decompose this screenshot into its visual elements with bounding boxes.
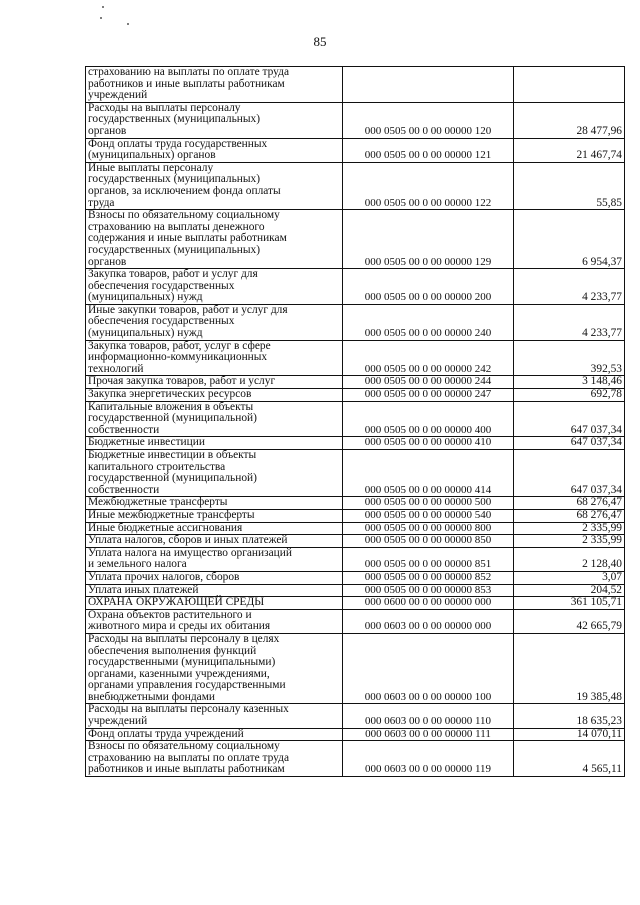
amount: 361 105,71 <box>514 597 625 610</box>
expense-name-cell <box>86 269 343 305</box>
budget-code: 000 0505 00 0 00 00000 500 <box>343 497 514 510</box>
table-row <box>86 609 625 633</box>
expense-name-cell <box>86 571 343 584</box>
page-number: 85 <box>313 34 327 49</box>
amount: 42 665,79 <box>514 609 625 633</box>
amount: 392,53 <box>514 340 625 376</box>
budget-code: 000 0505 00 0 00 00000 852 <box>343 571 514 584</box>
table-row <box>86 497 625 510</box>
budget-code: 000 0505 00 0 00 00000 247 <box>343 389 514 402</box>
table-row <box>86 522 625 535</box>
expense-name: Закупка товаров, работ, услуг в сфере информационно-коммуникационных технологий <box>88 339 271 375</box>
budget-code: 000 0505 00 0 00 00000 400 <box>343 401 514 437</box>
amount: 647 037,34 <box>514 450 625 497</box>
expense-name-cell <box>86 437 343 450</box>
amount: 28 477,96 <box>514 102 625 138</box>
expense-name-cell <box>86 67 343 103</box>
expense-name-cell <box>86 633 343 704</box>
amount: 3,07 <box>514 571 625 584</box>
expense-name-cell <box>86 376 343 389</box>
table-row <box>86 597 625 610</box>
table-row <box>86 340 625 376</box>
amount: 21 467,74 <box>514 138 625 162</box>
expense-name-cell <box>86 450 343 497</box>
table-row <box>86 401 625 437</box>
expense-name-cell <box>86 138 343 162</box>
budget-code: 000 0603 00 0 00 00000 000 <box>343 609 514 633</box>
expense-name: страхованию на выплаты по оплате труда работников и иные выплаты работникам учреждений <box>88 66 290 102</box>
expense-name: Фонд оплаты труда государственных (муниципальных) органов <box>88 137 268 162</box>
expense-name: Закупка товаров, работ и услуг для обеспечения государственных (муниципальных) нужд <box>88 268 258 304</box>
table-row <box>86 67 625 103</box>
budget-code: 000 0505 00 0 00 00000 240 <box>343 304 514 340</box>
amount: 18 635,23 <box>514 704 625 728</box>
expense-name: Охрана объектов растительного и животного мира и среды их обитания <box>88 608 271 633</box>
expense-name: Фонд оплаты труда учреждений <box>88 727 244 740</box>
amount: 2 335,99 <box>514 522 625 535</box>
amount: 3 148,46 <box>514 376 625 389</box>
expense-name-cell <box>86 535 343 548</box>
budget-code: 000 0505 00 0 00 00000 850 <box>343 535 514 548</box>
amount: 55,85 <box>514 162 625 209</box>
budget-code: 000 0505 00 0 00 00000 851 <box>343 547 514 571</box>
expense-name-cell <box>86 102 343 138</box>
expense-name: Расходы на выплаты персоналу государственных (муниципальных) органов <box>88 101 261 137</box>
expense-name-cell <box>86 584 343 597</box>
amount: 647 037,34 <box>514 401 625 437</box>
amount: 692,78 <box>514 389 625 402</box>
budget-code: 000 0505 00 0 00 00000 244 <box>343 376 514 389</box>
expense-name: Иные закупки товаров, работ и услуг для обеспечения государственных (муниципальных) нужд <box>88 303 288 340</box>
budget-code: 000 0505 00 0 00 00000 410 <box>343 437 514 450</box>
table-row <box>86 162 625 209</box>
amount: 4 565,11 <box>514 741 625 777</box>
scan-speck <box>127 23 129 25</box>
amount: 647 037,34 <box>514 437 625 450</box>
expense-name: Бюджетные инвестиции <box>88 436 205 449</box>
budget-code: 000 0600 00 0 00 00000 000 <box>343 597 514 610</box>
table-row <box>86 509 625 522</box>
expense-name-cell <box>86 547 343 571</box>
expense-name-cell <box>86 704 343 728</box>
expense-name-cell <box>86 401 343 437</box>
amount: 2 335,99 <box>514 535 625 548</box>
table-row <box>86 437 625 450</box>
amount: 68 276,47 <box>514 497 625 510</box>
amount <box>514 67 625 103</box>
table-row <box>86 535 625 548</box>
expense-name: Иные бюджетные ассигнования <box>88 521 243 534</box>
table-row <box>86 633 625 704</box>
budget-code: 000 0505 00 0 00 00000 853 <box>343 584 514 597</box>
amount: 4 233,77 <box>514 269 625 305</box>
table-row <box>86 547 625 571</box>
expense-name-cell <box>86 497 343 510</box>
budget-code: 000 0603 00 0 00 00000 100 <box>343 633 514 704</box>
table-row <box>86 450 625 497</box>
table-row <box>86 584 625 597</box>
expense-name-cell <box>86 162 343 209</box>
expense-name: ОХРАНА ОКРУЖАЮЩЕЙ СРЕДЫ <box>88 596 265 609</box>
expense-name-cell <box>86 741 343 777</box>
expense-name: Уплата налогов, сборов и иных платежей <box>88 534 288 547</box>
scan-speck <box>102 6 104 8</box>
amount: 4 233,77 <box>514 304 625 340</box>
expense-name: Взносы по обязательному социальному страхованию на выплаты денежного содержания и иные выплаты работникам государственных (муниципальных) органов <box>88 209 287 268</box>
table-row <box>86 304 625 340</box>
expense-name-cell <box>86 210 343 269</box>
budget-code: 000 0603 00 0 00 00000 119 <box>343 741 514 777</box>
expense-name: Капитальные вложения в объекты государственной (муниципальной) собственности <box>88 400 257 436</box>
expense-name-cell <box>86 597 343 610</box>
budget-code: 000 0603 00 0 00 00000 110 <box>343 704 514 728</box>
expense-name-cell <box>86 340 343 376</box>
table-row <box>86 269 625 305</box>
expense-name: Бюджетные инвестиции в объекты капитального строительства государственной (муниципальной) собственности <box>88 449 257 496</box>
budget-code: 000 0505 00 0 00 00000 122 <box>343 162 514 209</box>
table-row <box>86 704 625 728</box>
expense-name: Закупка энергетических ресурсов <box>88 388 252 401</box>
budget-code: 000 0603 00 0 00 00000 111 <box>343 728 514 741</box>
expense-name: Уплата иных платежей <box>88 583 199 596</box>
expense-name: Уплата прочих налогов, сборов <box>88 570 240 583</box>
expense-name: Расходы на выплаты персоналу в целях обеспечения выполнения функций государственными (муниципальными) органами, казенными учреждениями, органами управления государственными внебюджетными фондами <box>88 632 286 703</box>
amount: 68 276,47 <box>514 509 625 522</box>
budget-code <box>343 67 514 103</box>
amount: 6 954,37 <box>514 210 625 269</box>
budget-code: 000 0505 00 0 00 00000 540 <box>343 509 514 522</box>
expense-name: Взносы по обязательному социальному страхованию на выплаты по оплате труда работников и иные выплаты работникам <box>88 740 290 776</box>
expense-name: Прочая закупка товаров, работ и услуг <box>88 375 276 388</box>
table-row <box>86 728 625 741</box>
budget-code: 000 0505 00 0 00 00000 414 <box>343 450 514 497</box>
expense-name: Уплата налога на имущество организаций и земельного налога <box>88 546 292 571</box>
budget-code: 000 0505 00 0 00 00000 129 <box>343 210 514 269</box>
table-row <box>86 138 625 162</box>
amount: 204,52 <box>514 584 625 597</box>
budget-code: 000 0505 00 0 00 00000 242 <box>343 340 514 376</box>
budget-code: 000 0505 00 0 00 00000 121 <box>343 138 514 162</box>
table-row <box>86 389 625 402</box>
amount: 14 070,11 <box>514 728 625 741</box>
expense-name-cell <box>86 609 343 633</box>
table-row <box>86 102 625 138</box>
expense-name-cell <box>86 509 343 522</box>
expense-name-cell <box>86 304 343 340</box>
amount: 19 385,48 <box>514 633 625 704</box>
expense-name: Иные межбюджетные трансферты <box>88 508 255 521</box>
table-row <box>86 571 625 584</box>
table-row <box>86 741 625 777</box>
budget-code: 000 0505 00 0 00 00000 200 <box>343 269 514 305</box>
table-row <box>86 210 625 269</box>
budget-code: 000 0505 00 0 00 00000 800 <box>343 522 514 535</box>
budget-code: 000 0505 00 0 00 00000 120 <box>343 102 514 138</box>
amount: 2 128,40 <box>514 547 625 571</box>
table-row <box>86 376 625 389</box>
scan-speck <box>100 17 102 19</box>
expense-name: Межбюджетные трансферты <box>88 496 228 509</box>
expense-name-cell <box>86 728 343 741</box>
budget-table <box>85 66 625 777</box>
expense-name: Иные выплаты персоналу государственных (муниципальных) органов, за исключением фонда оплаты труда <box>88 161 281 209</box>
expense-name-cell <box>86 522 343 535</box>
expense-name-cell <box>86 389 343 402</box>
expense-name: Расходы на выплаты персоналу казенных учреждений <box>88 703 289 728</box>
budget-table-body <box>86 67 625 777</box>
